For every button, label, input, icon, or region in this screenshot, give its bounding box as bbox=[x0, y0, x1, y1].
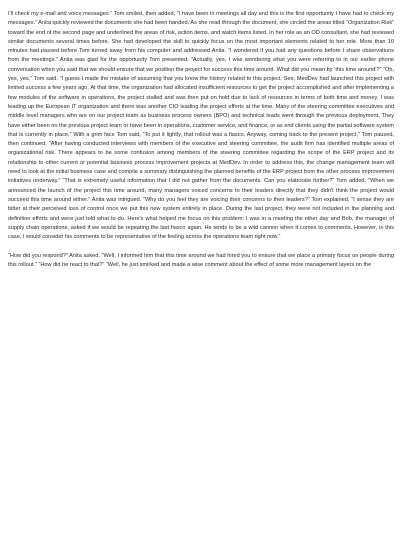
body-paragraph-1: I'll check my e-mail and voice messages.” Tom smiled, then added, “I have been in meetings all day and this is the first opportunity I have had to check my messages.” Anita quickly reviewed the documents she had been handed. As she read through the document, she circled the areas titled “Organization Risk” toward the end of the second page and underlined the areas of risk, action items, and watch items listed. In her role as an OD consultant, she had reviewed similar documents several times before. She had developed the skill to quickly focus on the most important elements related to her role. More than 10 minutes had passed before Tom turned away from his computer and addressed Anita. “I wondered if you had any questions before I share observations from the meetings.” Anita was glad for the opportunity Tom presented. “Actually, yes, I was wondering what you were referring to in our earlier phone conversation when you said that we should ensure that we position the project for success this time around. What did you mean by ‘this time around’?” “Oh, yes, yes,” Tom said. “I guess I made the mistake of assuming that you know the history related to this project. See, MedDev had launched this project with limited success a few years ago. At that time, the organization had allocated insufficient resources to get the project accomplished and after implementing a few modules of the software in operations, the project stalled and was then put on hold due to lack of resources in terms of both time and money. I was leading up the European IT organization and there was another CIO leading the project efforts at the time. Many of the steering committee executives and middle level managers who are on our project team as business process owners (BPO) and technical leads went through the previous deployment. They have either been on the previous project team or have been in operations, customer service, and finance, or as end clients using the partial software system that is currently in place.” With a grim face Tom said, “To put it lightly, that rollout was a fiasco. Anyway, coming back to the present project,” Tom paused, then continued, “After having conducted interviews with members of the executive and steering committee, the audit firm has identified multiple areas of organizational risk. There appears to be some confusion among members of the steering committee regarding the scope of the ERP project and its relationship to other current or potential business process improvement projects at MedDev. In order to address this, the change management team will need to look at the initial business case and compile a summary distinguishing the planned benefits of the ERP project from the other process improvement initiatives underway.” “That is extremely useful information that I did not gather from the documents. Can you elaborate further?” Tom added, “When we announced the launch of the project this time around, many managers voiced concerns to their leaders directly that they didn't think the project would succeed this time around either.” Anita was intrigued. “Why do you feel they are voicing their concerns to their leaders?” Tom explained, “I sense they are bitter at their perceived loss of control once we put this new system entirely in place. During the last project, they were not included in the planning and definition efforts and were just told what to do. Here's what helped me focus on this problem: I was in a meeting the other day and Bob, the manager of supply chain operations, asked if we would be repeating the last fiasco again. He tends to be a wild cannon when it comes to comments. However, in this case, I would consider his comments to be representative of the feeling across the operations team right now.” bbox=[8, 11, 394, 241]
document-page bbox=[8, 10, 394, 271]
body-paragraph-2: “How did you respond?” Anita asked. “Well, I informed him that this time around we had hired you to ensure that we place a primary focus on people during this rollout.” “How did he react to that?” “Well, he just smirked and made a wise comment about the effect of some more management layers on the bbox=[8, 252, 394, 269]
